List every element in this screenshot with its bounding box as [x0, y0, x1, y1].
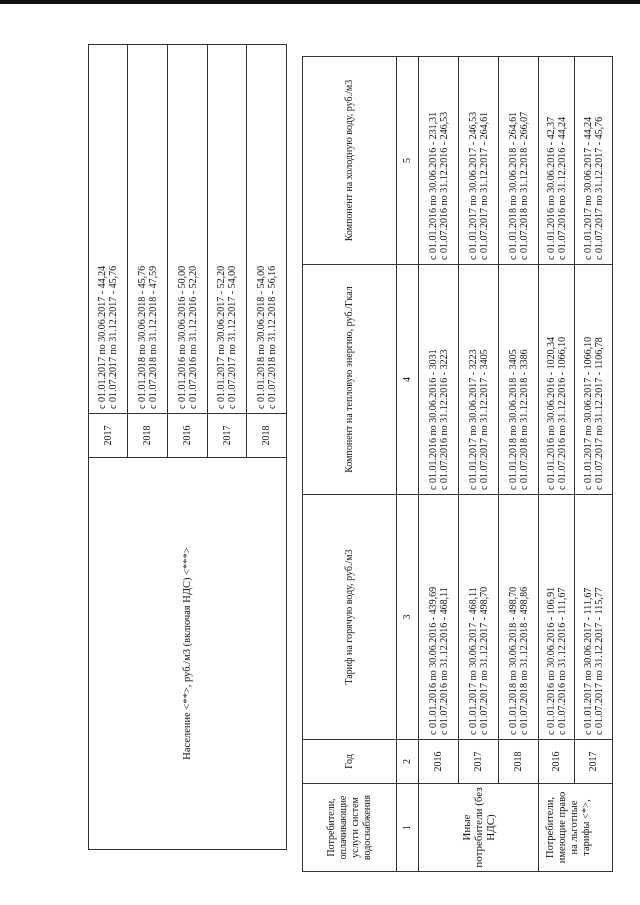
table-population-wrapper [88, 45, 286, 850]
header-hot-water: Тариф на горячую воду, руб./м3 [303, 495, 397, 740]
cold-water-cell: с 01.01.2017 по 30.06.2017 - 44,24 с 01.07.2017 по 31.12.2017 - 45,76 [575, 57, 613, 265]
tariff-cell: с 01.01.2016 по 30.06.2016 - 50,00 с 01.07.2016 по 31.12.2016 - 52,20 [168, 45, 208, 414]
hot-water-cell: с 01.01.2016 по 30.06.2016 - 439,69 с 01.07.2016 по 31.12.2016 - 468,11 [419, 495, 459, 740]
cold-water-cell: с 01.01.2016 по 30.06.2016 - 42,37 с 01.07.2016 по 31.12.2016 - 44,24 [539, 57, 575, 265]
thermal-cell: с 01.01.2017 по 30.06.2017 - 1066,10 с 01.07.2017 по 31.12.2017 - 1106,78 [575, 265, 613, 495]
cold-water-cell: с 01.01.2016 по 30.06.2016 - 231,31 с 01.07.2016 по 31.12.2016 - 246,53 [419, 57, 459, 265]
hot-water-cell: с 01.01.2016 по 30.06.2016 - 106,91 с 01.07.2016 по 31.12.2016 - 111,67 [539, 495, 575, 740]
header-consumers: Потребители, оплачивающие услуги систем водоснабжения [303, 784, 397, 872]
scan-top-edge [0, 0, 640, 4]
table-population [88, 44, 287, 850]
population-group-label: Население <**>, руб./м3 (включая НДС) <***> [89, 458, 287, 850]
tariff-cell: с 01.01.2017 по 30.06.2017 - 52,20 с 01.07.2017 по 31.12.2017 - 54,00 [208, 45, 247, 414]
hot-water-cell: с 01.01.2017 по 30.06.2017 - 111,67 с 01.07.2017 по 31.12.2017 - 115,77 [575, 495, 613, 740]
tariff-cell: с 01.01.2017 по 30.06.2017 - 44,24 с 01.07.2017 по 31.12.2017 - 45,76 [89, 45, 128, 414]
column-number: 2 [397, 740, 419, 784]
year-cell: 2016 [539, 740, 575, 784]
header-cold-water: Компонент на холодную воду, руб./м3 [303, 57, 397, 265]
column-number: 3 [397, 495, 419, 740]
thermal-cell: с 01.01.2016 по 30.06.2016 - 1020,34 с 01.07.2016 по 31.12.2016 - 1066,10 [539, 265, 575, 495]
column-number: 1 [397, 784, 419, 872]
hot-water-cell: с 01.01.2018 по 30.06.2018 - 498,70 с 01.07.2018 по 31.12.2018 - 498,86 [499, 495, 539, 740]
table-main [302, 56, 613, 872]
header-year: Год [303, 740, 397, 784]
year-cell: 2016 [419, 740, 459, 784]
group-other-consumers: Иные потребители (без НДС) [419, 784, 539, 872]
year-cell: 2017 [575, 740, 613, 784]
year-cell: 2018 [247, 414, 287, 458]
group-privileged-consumers: Потребители, имеющие право на льготные тарифы <*>, [539, 784, 613, 872]
thermal-cell: с 01.01.2018 по 30.06.2018 - 3405 с 01.07.2018 по 31.12.2018 - 3386 [499, 265, 539, 495]
year-cell: 2016 [168, 414, 208, 458]
year-cell: 2017 [89, 414, 128, 458]
year-cell: 2018 [128, 414, 168, 458]
hot-water-cell: с 01.01.2017 по 30.06.2017 - 468,11 с 01.07.2017 по 31.12.2017 - 498,70 [459, 495, 499, 740]
column-number: 4 [397, 265, 419, 495]
tariff-cell: с 01.01.2018 по 30.06.2018 - 54,00 с 01.07.2018 по 31.12.2018 - 56,16 [247, 45, 287, 414]
tariff-cell: с 01.01.2018 по 30.06.2018 - 45,76 с 01.07.2018 по 31.12.2018 - 47,59 [128, 45, 168, 414]
cold-water-cell: с 01.01.2017 по 30.06.2017 - 246,53 с 01.07.2017 по 31.12.2017 - 264,61 [459, 57, 499, 265]
column-number: 5 [397, 57, 419, 265]
year-cell: 2017 [208, 414, 247, 458]
cold-water-cell: с 01.01.2018 по 30.06.2018 - 264,61 с 01.07.2018 по 31.12.2018 - 266,07 [499, 57, 539, 265]
header-thermal: Компонент на тепловую энергию, руб./Гкал [303, 265, 397, 495]
thermal-cell: с 01.01.2016 по 30.06.2016 - 3031 с 01.07.2016 по 31.12.2016 - 3223 [419, 265, 459, 495]
year-cell: 2017 [459, 740, 499, 784]
year-cell: 2018 [499, 740, 539, 784]
thermal-cell: с 01.01.2017 по 30.06.2017 - 3223 с 01.07.2017 по 31.12.2017 - 3405 [459, 265, 499, 495]
table-main-wrapper [302, 57, 612, 872]
